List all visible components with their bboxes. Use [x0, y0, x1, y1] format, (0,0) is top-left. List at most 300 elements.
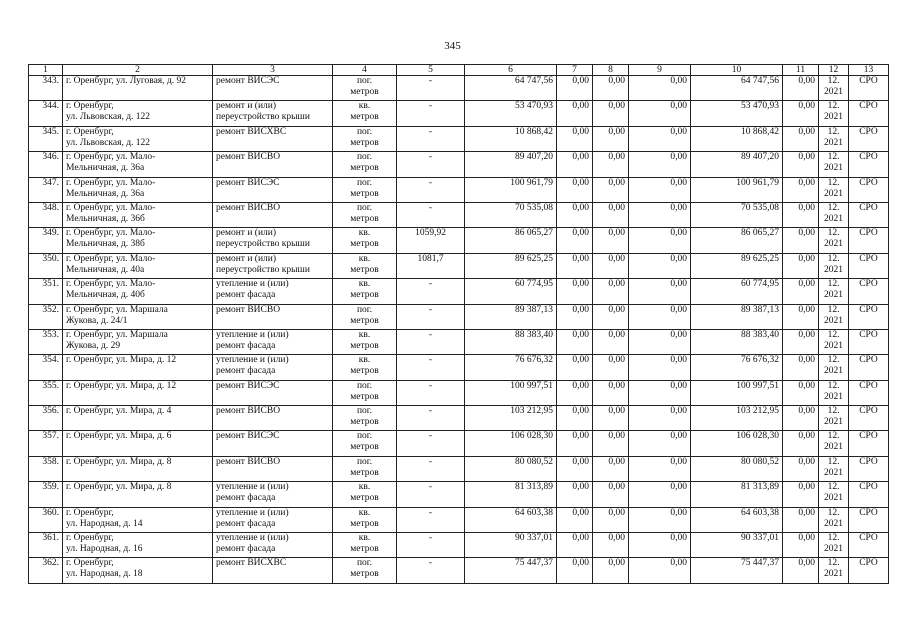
unit-cell-line: метров [350, 467, 379, 478]
cost-cell-8 [593, 228, 629, 253]
cost-cell-11-line: 0,00 [798, 456, 815, 467]
unit-cell-line: кв. [358, 228, 371, 239]
table-row [29, 329, 889, 354]
cost-cell-10 [691, 456, 783, 481]
cost-cell-9 [629, 456, 691, 481]
unit-cell [333, 329, 397, 354]
cost-cell-8-line: 0,00 [608, 279, 625, 290]
row-number [29, 152, 63, 177]
cost-cell-11 [783, 431, 819, 456]
funding-source-cell [849, 507, 889, 532]
cost-cell-11 [783, 406, 819, 431]
address-cell [63, 533, 213, 558]
cost-cell-9-line: 0,00 [670, 253, 687, 264]
address-cell-line: г. Оренбург, ул. Мало- [66, 152, 156, 163]
cost-cell-7 [557, 355, 593, 380]
completion-date-cell-line: 12. [827, 482, 840, 493]
row-number-line: 359. [42, 482, 59, 493]
unit-cell [333, 279, 397, 304]
funding-source-cell-line: СРО [859, 507, 878, 518]
cost-cell-11-line: 0,00 [798, 253, 815, 264]
cost-total-cell-line: 100 997,51 [510, 380, 553, 391]
completion-date-cell-line: 12. [827, 253, 840, 264]
unit-cell-line: пог. [356, 76, 373, 86]
completion-date-cell-line: 12. [827, 380, 840, 391]
cost-cell-10-line: 10 868,42 [741, 126, 779, 137]
cost-cell-11 [783, 329, 819, 354]
cost-cell-8 [593, 380, 629, 405]
cost-cell-8-line: 0,00 [608, 431, 625, 442]
funding-source-cell-line: СРО [859, 279, 878, 290]
table-row [29, 253, 889, 278]
address-cell [63, 202, 213, 227]
address-cell-line: Мельничная, д. 38б [66, 239, 145, 250]
cost-cell-10-line: 90 337,01 [741, 533, 779, 544]
work-type-cell-line: ремонт ВИСЭС [216, 431, 280, 442]
completion-date-cell [819, 228, 849, 253]
quantity-cell-line: - [428, 431, 433, 442]
cost-cell-9 [629, 253, 691, 278]
cost-cell-11-line: 0,00 [798, 279, 815, 290]
address-cell-line: ул. Народная, д. 18 [66, 569, 143, 580]
cost-cell-11 [783, 533, 819, 558]
cost-cell-8-line: 0,00 [608, 304, 625, 315]
cost-cell-9 [629, 76, 691, 101]
address-cell [63, 380, 213, 405]
table-row [29, 152, 889, 177]
funding-source-cell [849, 558, 889, 583]
quantity-cell-line: - [428, 304, 433, 315]
page-number: 345 [444, 40, 461, 52]
completion-date-cell [819, 533, 849, 558]
completion-date-cell-line: 12. [827, 76, 840, 86]
cost-total-cell [465, 177, 557, 202]
completion-date-cell-line: 12. [827, 279, 840, 290]
work-type-cell-line: ремонт фасада [216, 340, 276, 351]
completion-date-cell-line: 12. [827, 406, 840, 417]
work-type-cell-line: ремонт ВИСВО [216, 304, 281, 315]
cost-cell-11-line: 0,00 [798, 406, 815, 417]
cost-cell-8-line: 0,00 [608, 253, 625, 264]
completion-date-cell [819, 406, 849, 431]
unit-cell [333, 228, 397, 253]
row-number [29, 76, 63, 101]
cost-cell-10-line: 81 313,89 [741, 482, 779, 493]
address-cell-line: Мельничная, д. 40а [66, 264, 145, 275]
completion-date-cell-line: 2021 [824, 188, 843, 199]
unit-cell-line: кв. [358, 533, 371, 544]
cost-cell-9 [629, 533, 691, 558]
quantity-cell [397, 507, 465, 532]
cost-cell-10-line: 70 535,08 [741, 202, 779, 213]
unit-cell-line: кв. [358, 253, 371, 264]
cost-cell-7 [557, 279, 593, 304]
cost-cell-9 [629, 355, 691, 380]
work-type-cell [213, 152, 333, 177]
cost-cell-10-line: 86 065,27 [741, 228, 779, 239]
row-number [29, 558, 63, 583]
cost-cell-7-line: 0,00 [572, 304, 589, 315]
cost-cell-8-line: 0,00 [608, 355, 625, 366]
funding-source-cell [849, 279, 889, 304]
cost-cell-11-line: 0,00 [798, 482, 815, 493]
completion-date-cell [819, 456, 849, 481]
unit-cell-line: метров [350, 493, 379, 504]
cost-cell-7 [557, 177, 593, 202]
cost-cell-8-line: 0,00 [608, 101, 625, 112]
address-cell [63, 406, 213, 431]
row-number-line: 351. [42, 279, 59, 290]
cost-cell-10 [691, 304, 783, 329]
work-type-cell [213, 558, 333, 583]
quantity-cell-line: - [428, 126, 433, 137]
cost-cell-9 [629, 482, 691, 507]
cost-total-cell-line: 10 868,42 [515, 126, 553, 137]
address-cell-line: г. Оренбург, ул. Мира, д. 8 [66, 456, 172, 467]
cost-total-cell-line: 60 774,95 [515, 279, 553, 290]
cost-cell-11-line: 0,00 [798, 76, 815, 86]
work-type-cell-line: утепление и (или) [216, 507, 289, 518]
completion-date-cell-line: 2021 [824, 163, 843, 174]
completion-date-cell-line: 12. [827, 329, 840, 340]
address-cell-line: г. Оренбург, ул. Луговая, д. 92 [66, 76, 187, 86]
cost-cell-7 [557, 507, 593, 532]
cost-cell-7-line: 0,00 [572, 228, 589, 239]
column-header: 12 [819, 65, 849, 76]
cost-cell-9-line: 0,00 [670, 558, 687, 569]
unit-cell [333, 456, 397, 481]
row-number-line: 361. [42, 533, 59, 544]
cost-cell-9 [629, 177, 691, 202]
unit-cell-line: метров [350, 544, 379, 555]
cost-cell-7-line: 0,00 [572, 177, 589, 188]
cost-cell-10 [691, 253, 783, 278]
address-cell [63, 329, 213, 354]
cost-cell-11 [783, 253, 819, 278]
work-type-cell-line: переустройство крыши [216, 239, 310, 250]
funding-source-cell [849, 76, 889, 101]
unit-cell [333, 431, 397, 456]
address-cell-line: ул. Народная, д. 16 [66, 544, 143, 555]
unit-cell [333, 177, 397, 202]
address-cell [63, 152, 213, 177]
address-cell [63, 431, 213, 456]
work-type-cell [213, 228, 333, 253]
funding-source-cell [849, 482, 889, 507]
work-type-cell [213, 76, 333, 101]
cost-total-cell-line: 53 470,93 [515, 101, 553, 112]
quantity-cell-line: - [428, 355, 433, 366]
unit-cell-line: метров [350, 569, 379, 580]
cost-cell-7-line: 0,00 [572, 406, 589, 417]
cost-total-cell [465, 456, 557, 481]
quantity-cell [397, 329, 465, 354]
work-type-cell [213, 380, 333, 405]
unit-cell [333, 406, 397, 431]
cost-cell-10 [691, 482, 783, 507]
row-number [29, 406, 63, 431]
row-number [29, 202, 63, 227]
table-row [29, 228, 889, 253]
row-number-line: 344. [42, 101, 59, 112]
cost-cell-9-line: 0,00 [670, 126, 687, 137]
row-number-line: 347. [42, 177, 59, 188]
work-type-cell [213, 355, 333, 380]
funding-source-cell-line: СРО [859, 329, 878, 340]
cost-total-cell-line: 70 535,08 [515, 202, 553, 213]
table-row [29, 533, 889, 558]
completion-date-cell-line: 2021 [824, 137, 843, 148]
quantity-cell-line: - [428, 482, 433, 493]
unit-cell-line: кв. [358, 482, 371, 493]
unit-cell-line: метров [350, 290, 379, 301]
quantity-cell [397, 228, 465, 253]
completion-date-cell-line: 2021 [824, 467, 843, 478]
cost-cell-10-line: 75 447,37 [741, 558, 779, 569]
quantity-cell [397, 202, 465, 227]
funding-source-cell-line: СРО [859, 228, 878, 239]
row-number [29, 482, 63, 507]
work-type-cell [213, 202, 333, 227]
cost-cell-7-line: 0,00 [572, 279, 589, 290]
work-type-cell-line: ремонт и (или) [216, 101, 277, 112]
completion-date-cell-line: 12. [827, 152, 840, 163]
cost-cell-7 [557, 228, 593, 253]
quantity-cell [397, 76, 465, 101]
column-header: 13 [849, 65, 889, 76]
cost-cell-8-line: 0,00 [608, 202, 625, 213]
completion-date-cell [819, 253, 849, 278]
cost-cell-10 [691, 152, 783, 177]
table-row [29, 380, 889, 405]
cost-total-cell [465, 253, 557, 278]
cost-cell-10-line: 53 470,93 [741, 101, 779, 112]
table-row [29, 456, 889, 481]
funding-source-cell [849, 355, 889, 380]
cost-cell-9-line: 0,00 [670, 406, 687, 417]
column-number-header-row [29, 65, 889, 76]
quantity-cell [397, 558, 465, 583]
quantity-cell [397, 431, 465, 456]
quantity-cell-line: - [428, 279, 433, 290]
cost-cell-9-line: 0,00 [670, 177, 687, 188]
cost-cell-10 [691, 279, 783, 304]
work-type-cell [213, 482, 333, 507]
unit-cell [333, 482, 397, 507]
work-type-cell-line: ремонт ВИСЭС [216, 380, 280, 391]
cost-cell-9-line: 0,00 [670, 507, 687, 518]
cost-total-cell [465, 380, 557, 405]
work-type-cell-line: утепление и (или) [216, 482, 289, 493]
cost-cell-7-line: 0,00 [572, 329, 589, 340]
row-number [29, 101, 63, 126]
work-type-cell-line: ремонт и (или) [216, 253, 277, 264]
row-number-line: 356. [42, 406, 59, 417]
table-row [29, 279, 889, 304]
cost-cell-9-line: 0,00 [670, 152, 687, 163]
work-type-cell [213, 253, 333, 278]
row-number-line: 346. [42, 152, 59, 163]
work-type-cell-line: ремонт фасада [216, 366, 276, 377]
cost-cell-11-line: 0,00 [798, 202, 815, 213]
quantity-cell [397, 253, 465, 278]
cost-cell-9-line: 0,00 [670, 456, 687, 467]
work-type-cell-line: ремонт ВИСХВС [216, 558, 287, 569]
completion-date-cell-line: 2021 [824, 544, 843, 555]
address-cell-line: г. Оренбург, [66, 126, 114, 137]
completion-date-cell [819, 431, 849, 456]
column-header: 10 [691, 65, 783, 76]
address-cell-line: г. Оренбург, ул. Маршала [66, 304, 168, 315]
cost-cell-11 [783, 152, 819, 177]
address-cell [63, 507, 213, 532]
cost-cell-11-line: 0,00 [798, 380, 815, 391]
funding-source-cell-line: СРО [859, 304, 878, 315]
address-cell-line: г. Оренбург, [66, 558, 114, 569]
cost-total-cell-line: 80 080,52 [515, 456, 553, 467]
cost-cell-8-line: 0,00 [608, 177, 625, 188]
row-number-line: 357. [42, 431, 59, 442]
column-header: 2 [63, 65, 213, 76]
cost-total-cell-line: 64 747,56 [515, 76, 553, 86]
table-row [29, 126, 889, 151]
unit-cell-line: кв. [358, 507, 371, 518]
address-cell-line: Жукова, д. 29 [66, 340, 121, 351]
completion-date-cell-line: 12. [827, 558, 840, 569]
cost-cell-10 [691, 329, 783, 354]
row-number [29, 177, 63, 202]
cost-cell-8 [593, 355, 629, 380]
completion-date-cell-line: 2021 [824, 417, 843, 428]
cost-cell-9-line: 0,00 [670, 304, 687, 315]
funding-source-cell-line: СРО [859, 431, 878, 442]
unit-cell-line: кв. [358, 355, 371, 366]
row-number-line: 362. [42, 558, 59, 569]
cost-cell-10-line: 100 997,51 [736, 380, 779, 391]
address-cell [63, 482, 213, 507]
completion-date-cell-line: 12. [827, 456, 840, 467]
completion-date-cell-line: 12. [827, 126, 840, 137]
completion-date-cell-line: 2021 [824, 239, 843, 250]
unit-cell-line: метров [350, 417, 379, 428]
quantity-cell [397, 152, 465, 177]
cost-cell-11-line: 0,00 [798, 177, 815, 188]
cost-cell-8 [593, 406, 629, 431]
address-cell [63, 558, 213, 583]
address-cell-line: г. Оренбург, ул. Мало- [66, 279, 156, 290]
completion-date-cell [819, 558, 849, 583]
quantity-cell-line: - [428, 101, 433, 112]
row-number [29, 329, 63, 354]
cost-total-cell-line: 89 387,13 [515, 304, 553, 315]
address-cell-line: г. Оренбург, ул. Мало- [66, 177, 156, 188]
unit-cell [333, 507, 397, 532]
unit-cell-line: пог. [356, 202, 373, 213]
cost-cell-9-line: 0,00 [670, 279, 687, 290]
address-cell-line: г. Оренбург, [66, 533, 114, 544]
row-number-line: 353. [42, 329, 59, 340]
unit-cell-line: метров [350, 391, 379, 402]
funding-source-cell-line: СРО [859, 253, 878, 264]
work-type-cell-line: утепление и (или) [216, 355, 289, 366]
quantity-cell-line: - [428, 380, 433, 391]
table-row [29, 202, 889, 227]
unit-cell [333, 253, 397, 278]
address-cell [63, 126, 213, 151]
work-type-cell-line: ремонт фасада [216, 544, 276, 555]
work-type-cell [213, 507, 333, 532]
completion-date-cell-line: 2021 [824, 264, 843, 275]
row-number [29, 355, 63, 380]
cost-cell-8 [593, 456, 629, 481]
funding-source-cell [849, 533, 889, 558]
funding-source-cell-line: СРО [859, 152, 878, 163]
cost-cell-10-line: 106 028,30 [736, 431, 779, 442]
cost-cell-10 [691, 76, 783, 101]
quantity-cell [397, 380, 465, 405]
quantity-cell [397, 126, 465, 151]
funding-source-cell-line: СРО [859, 406, 878, 417]
table-row [29, 177, 889, 202]
cost-cell-11-line: 0,00 [798, 355, 815, 366]
unit-cell-line: пог. [356, 126, 373, 137]
cost-cell-11-line: 0,00 [798, 329, 815, 340]
completion-date-cell-line: 2021 [824, 290, 843, 301]
cost-total-cell [465, 202, 557, 227]
address-cell-line: г. Оренбург, [66, 507, 114, 518]
cost-total-cell-line: 76 676,32 [515, 355, 553, 366]
completion-date-cell-line: 12. [827, 228, 840, 239]
completion-date-cell [819, 304, 849, 329]
unit-cell-line: метров [350, 87, 379, 97]
row-number-line: 350. [42, 253, 59, 264]
quantity-cell [397, 482, 465, 507]
cost-cell-7 [557, 329, 593, 354]
cost-cell-11 [783, 126, 819, 151]
work-type-cell-line: ремонт ВИСВО [216, 406, 281, 417]
quantity-cell-line: - [428, 533, 433, 544]
cost-cell-10-line: 64 747,56 [741, 76, 779, 86]
cost-cell-8 [593, 558, 629, 583]
cost-cell-9 [629, 152, 691, 177]
completion-date-cell [819, 152, 849, 177]
cost-cell-8-line: 0,00 [608, 329, 625, 340]
row-number-line: 360. [42, 507, 59, 518]
address-cell [63, 355, 213, 380]
cost-cell-9-line: 0,00 [670, 431, 687, 442]
cost-cell-11-line: 0,00 [798, 101, 815, 112]
column-header: 4 [333, 65, 397, 76]
address-cell [63, 456, 213, 481]
cost-cell-9 [629, 202, 691, 227]
cost-total-cell-line: 75 447,37 [515, 558, 553, 569]
cost-cell-8-line: 0,00 [608, 558, 625, 569]
completion-date-cell [819, 380, 849, 405]
cost-total-cell [465, 76, 557, 101]
cost-total-cell-line: 100 961,79 [510, 177, 553, 188]
cost-cell-10 [691, 355, 783, 380]
cost-cell-7-line: 0,00 [572, 431, 589, 442]
table-row [29, 431, 889, 456]
cost-cell-9 [629, 279, 691, 304]
work-type-cell [213, 406, 333, 431]
cost-cell-7-line: 0,00 [572, 101, 589, 112]
column-header: 11 [783, 65, 819, 76]
cost-cell-11 [783, 355, 819, 380]
unit-cell-line: пог. [356, 456, 373, 467]
row-number [29, 126, 63, 151]
cost-cell-7 [557, 380, 593, 405]
